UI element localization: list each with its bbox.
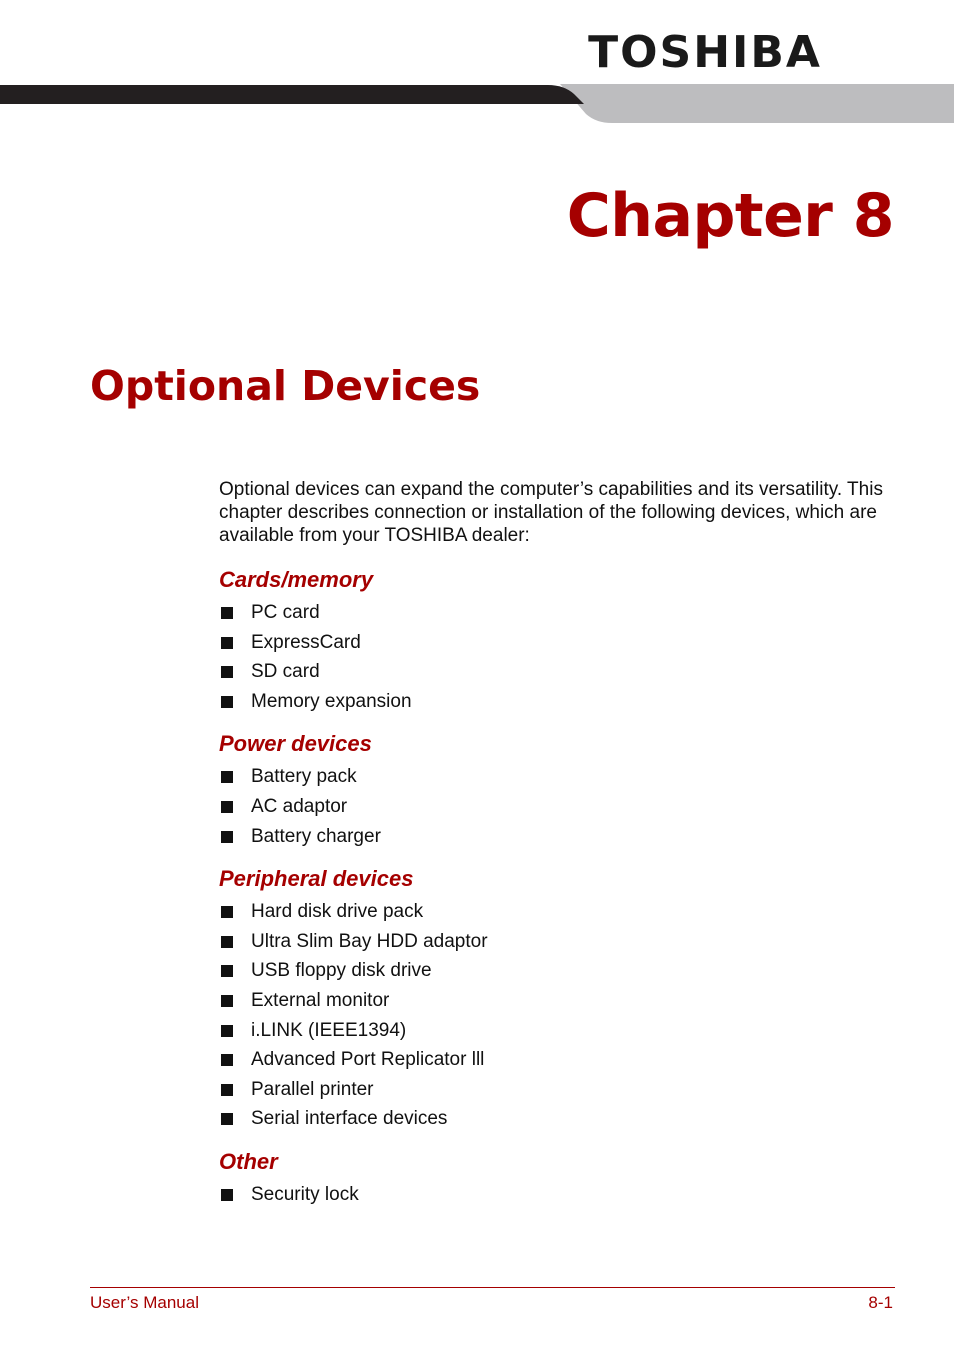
list-item [219, 927, 909, 957]
bullet-icon [221, 607, 233, 619]
bullet-icon [221, 637, 233, 649]
header-bar-light [560, 84, 954, 123]
bullet-icon [221, 1054, 233, 1066]
list-item-text: PC card [251, 602, 320, 623]
list-item-text: Advanced Port Replicator lll [251, 1049, 485, 1071]
bullet-icon [221, 1025, 233, 1037]
list-item [219, 1180, 909, 1210]
footer-rule [90, 1287, 895, 1288]
bullet-icon [221, 1084, 233, 1096]
bullet-list [219, 762, 909, 851]
section-peripheral-devices [219, 865, 909, 1134]
list-item-text: Memory expansion [251, 690, 412, 712]
list-item-text: Ultra Slim Bay HDD adaptor [251, 930, 488, 952]
content [219, 478, 909, 1210]
list-item [219, 956, 909, 986]
list-item-text: AC adaptor [251, 795, 348, 817]
bullet-icon [221, 965, 233, 977]
section-heading: Peripheral devices [219, 866, 414, 892]
list-item-text: Battery charger [251, 825, 381, 847]
list-item [219, 792, 909, 822]
list-item [219, 687, 909, 717]
section-heading: Power devices [219, 731, 372, 757]
bullet-icon [221, 995, 233, 1007]
bullet-list [219, 598, 909, 716]
bullet-icon [221, 1113, 233, 1125]
list-item-text: i.LINK (IEEE1394) [251, 1019, 407, 1041]
list-item [219, 762, 909, 792]
list-item [219, 986, 909, 1016]
list-item [219, 657, 909, 687]
toshiba-logo: TOSHIBA [588, 27, 822, 78]
footer-page-number: 8-1 [868, 1293, 893, 1312]
list-item-text: Parallel printer [251, 1078, 374, 1100]
list-item [219, 897, 909, 927]
header-bar-dark [0, 85, 584, 104]
section-other [219, 1148, 909, 1210]
bullet-icon [221, 936, 233, 948]
list-item [219, 1075, 909, 1105]
chapter-label: Chapter 8 [566, 181, 894, 251]
list-item-text: ExpressCard [251, 631, 361, 653]
section-heading: Cards/memory [219, 567, 374, 592]
list-item-text: SD card [251, 661, 320, 683]
bullet-icon [221, 771, 233, 783]
intro-paragraph: Optional devices can expand the computer’s capabilities and its versatility. This chapter describes connection or installation of the following devices, which are available from your TOSHIBA dealer: [219, 479, 883, 546]
bullet-list [219, 1180, 909, 1210]
bullet-icon [221, 801, 233, 813]
list-item [219, 1016, 909, 1046]
list-item [219, 1045, 909, 1075]
bullet-icon [221, 666, 233, 678]
list-item-text: Serial interface devices [251, 1108, 448, 1130]
section-power-devices [219, 730, 909, 851]
list-item-text: Battery pack [251, 766, 357, 788]
list-item-text: Hard disk drive pack [251, 901, 424, 923]
section-heading: Other [219, 1148, 278, 1174]
header-bars [0, 84, 954, 126]
list-item [219, 1104, 909, 1134]
chapter-title: Optional Devices [90, 362, 481, 410]
footer-manual-label: User’s Manual [90, 1293, 199, 1312]
list-item-text: External monitor [251, 989, 390, 1011]
bullet-icon [221, 696, 233, 708]
list-item [219, 628, 909, 658]
bullet-icon [221, 906, 233, 918]
bullet-list [219, 897, 909, 1134]
bullet-icon [221, 831, 233, 843]
list-item-text: Security lock [251, 1183, 359, 1205]
bullet-icon [221, 1189, 233, 1201]
list-item [219, 822, 909, 852]
list-item-text: USB floppy disk drive [251, 960, 432, 982]
list-item [219, 598, 909, 628]
section-cards-memory [219, 566, 909, 716]
